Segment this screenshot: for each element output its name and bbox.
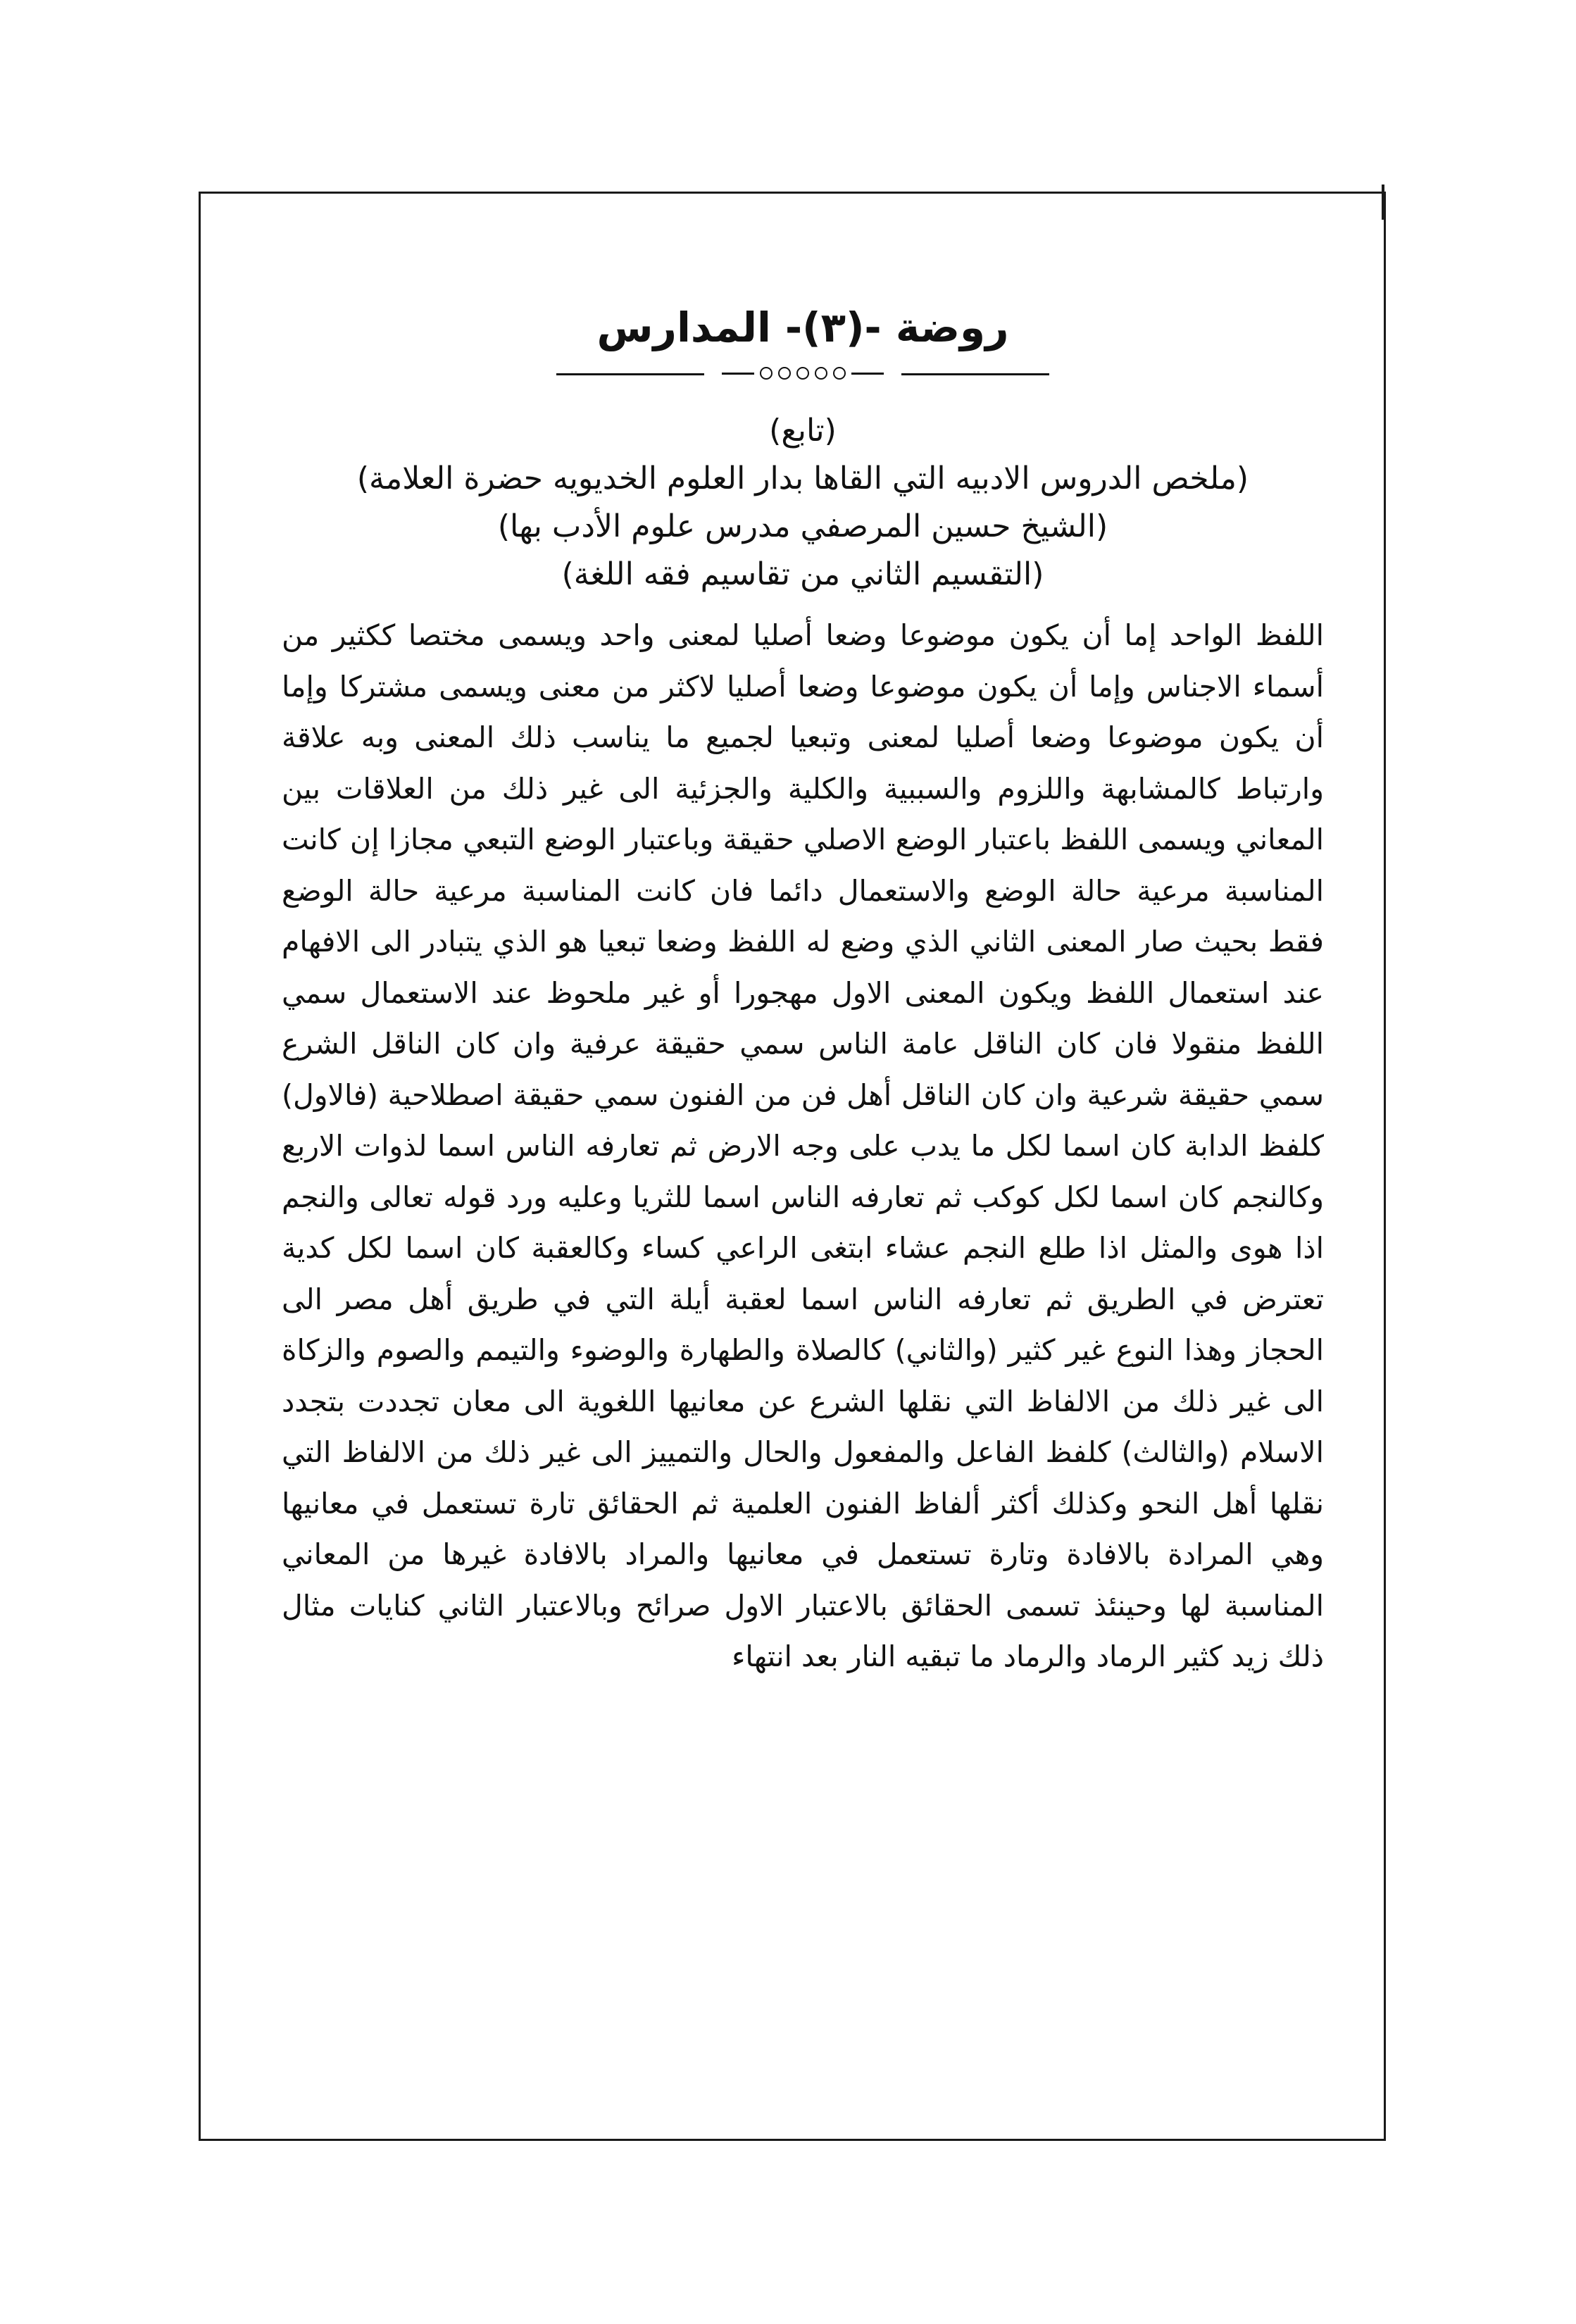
continued-label: (تابع)	[769, 413, 837, 449]
section-heading: (التقسيم الثاني من تقاسيم فقه اللغة)	[561, 556, 1044, 592]
ornament-ring	[778, 367, 791, 380]
lecture-summary-heading: (ملخص الدروس الادبيه التي القاها بدار العلوم الخديويه حضرة العلامة)	[356, 461, 1249, 496]
border-tick-mark	[1382, 185, 1384, 220]
ornament-ring	[760, 367, 773, 380]
document-page	[282, 296, 1324, 1682]
page-header: روضة -(٣)- المدارس	[596, 304, 1009, 351]
lecturer-line: (الشيخ حسين المرصفي مدرس علوم الأدب بها)	[497, 508, 1108, 544]
body-paragraph: اللفظ الواحد إما أن يكون موضوعا وضعا أصليا لمعنى واحد ويسمى مختصا ككثير من أسماء الاجناس وإما أن يكون موضوعا وضعا أصليا لاكثر من معنى ويسمى مشتركا وإما أن يكون موضوعا وضعا أصليا لمعنى وتبعيا لجميع ما يناسب ذلك المعنى وبه علاقة وارتباط كالمشابهة واللزوم والسببية والكلية والجزئية الى غير ذلك من العلاقات بين المعاني ويسمى اللفظ باعتبار الوضع الاصلي حقيقة وباعتبار الوضع التبعي مجازا إن كانت المناسبة مرعية حالة الوضع والاستعمال دائما فان كانت المناسبة مرعية حالة الوضع فقط بحيث صار المعنى الثاني الذي وضع له اللفظ وضعا تبعيا هو الذي يتبادر الى الافهام عند استعمال اللفظ ويكون المعنى الاول مهجورا أو غير ملحوظ عند الاستعمال سمي اللفظ منقولا فان كان الناقل عامة الناس سمي حقيقة عرفية وان كان الناقل الشرع سمي حقيقة شرعية وان كان الناقل أهل فن من الفنون سمي حقيقة اصطلاحية (فالاول) كلفظ الدابة كان اسما لكل ما يدب على وجه الارض ثم تعارفه الناس اسما لذوات الاربع وكالنجم كان اسما لكل كوكب ثم تعارفه الناس اسما للثريا وعليه ورد قوله تعالى والنجم اذا هوى والمثل اذا طلع النجم عشاء ابتغى الراعي كساء وكالعقبة كان اسما لكل كدية تعترض في الطريق ثم تعارفه الناس اسما لعقبة أيلة التي في طريق أهل مصر الى الحجاز وهذا النوع غير كثير (والثاني) كالصلاة والطهارة والوضوء والتيمم والصوم والزكاة الى غير ذلك من الالفاظ التي نقلها الشرع عن معانيها اللغوية الى معان تجددت بتجدد الاسلام (والثالث) كلفظ الفاعل والمفعول والحال والتمييز الى غير ذلك من الالفاظ التي نقلها أهل النحو وكذلك أكثر ألفاظ الفنون العلمية ثم الحقائق تارة تستعمل في معانيها وهي المرادة بالافادة وتارة تستعمل في معانيها والمراد بالافادة غيرها من المعاني المناسبة لها وحينئذ تسمى الحقائق بالاعتبار الاول صرائح وبالاعتبار الثاني كنايات مثال ذلك زيد كثير الرماد والرماد ما تبقيه النار بعد انتهاء	[282, 618, 1324, 1673]
ornament-ring	[815, 367, 827, 380]
ornament-ring	[833, 367, 846, 380]
ornament-ring	[796, 367, 809, 380]
ornament-bar	[851, 373, 884, 375]
body-text	[282, 610, 1324, 1682]
ornament-bar	[722, 373, 754, 375]
divider-ornament	[704, 367, 901, 380]
ornamental-divider	[556, 366, 1049, 383]
